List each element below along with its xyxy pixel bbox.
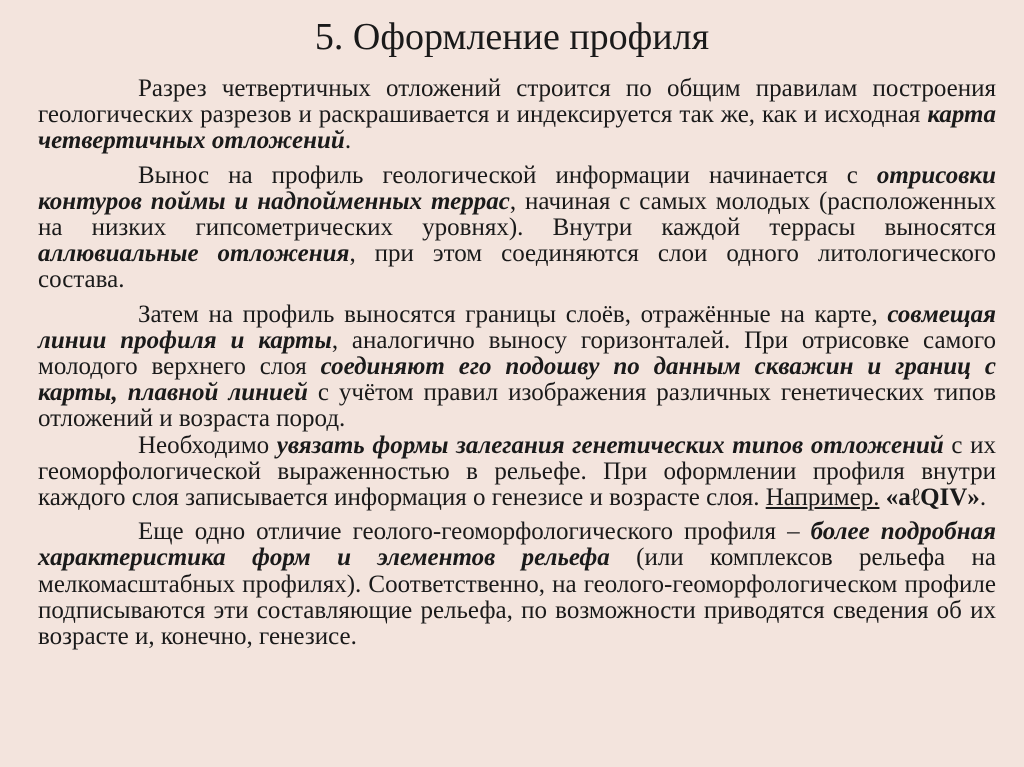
paragraph-3-text-2: , аналогично выносу горизонталей. При отрисовке самого молодого верхнего слоя (38, 326, 996, 381)
paragraph-1-text-2: . (344, 127, 352, 155)
paragraph-3-text-3: с учётом правил изображения различных генетических типов отложений и возраста пород. (38, 379, 996, 433)
paragraph-2-text-3: , при этом соединяются слои одного литологического состава. (38, 240, 996, 294)
paragraph-4 (38, 433, 996, 512)
paragraph-5-text-2: (или комплексов рельефа на мелкомасштабных профилях). Соответственно, на геолого-геоморфологическом профиле подписываются эти составляющие рельефа, по возможности приводятся сведения об их возрасте и, конечно, генезисе. (38, 544, 996, 651)
paragraph-2-emphasis-1: отрисовки контуров поймы и надпойменных террас (38, 161, 996, 215)
paragraph-2 (38, 163, 996, 294)
paragraph-4-text-1: Необходимо (138, 431, 277, 459)
paragraph-1-text-1: Разрез четвертичных отложений строится по общим правилам построения геологических разрезов и раскрашивается и индексируется так же, как и исходная (38, 75, 996, 129)
example-index: «aℓQIV» (885, 484, 980, 512)
paragraph-5 (38, 519, 996, 650)
paragraph-1 (38, 76, 996, 155)
paragraph-3 (38, 302, 996, 433)
paragraph-2-emphasis-2: аллювиальные отложения (38, 240, 350, 268)
slide-body (38, 76, 996, 650)
paragraph-2-text-1: Вынос на профиль геологической информации начинается с (138, 161, 877, 189)
paragraph-3-emphasis-1: совмещая линии профиля и карты (38, 300, 996, 354)
paragraph-4-emphasis-1: увязать формы залегания генетических типов отложений (276, 431, 944, 459)
paragraph-4-text-4: . (979, 484, 987, 512)
bottom-band (0, 731, 1024, 767)
paragraph-3-text-1: Затем на профиль выносятся границы слоёв, отражённые на карте, (138, 300, 888, 328)
paragraph-5-text-1: Еще одно отличие геолого-геоморфологического профиля – (138, 518, 811, 546)
example-link: Например. (765, 484, 880, 512)
paragraph-5-emphasis-1: более подробная характеристика форм и элементов рельефа (38, 518, 996, 572)
paragraph-1-emphasis-1: карта четвертичных отложений (38, 101, 996, 155)
paragraph-3-emphasis-2: соединяют его подошву по данным скважин и границ с карты, плавной линией (38, 353, 996, 407)
paragraph-2-text-2: , начиная с самых молодых (расположенных на низких гипсометрических уровнях). Внутри каждой террасы выносятся (38, 187, 996, 242)
slide-title: 5. Оформление профиля (314, 16, 710, 58)
paragraph-4-text-2: с их геоморфологической выраженностью в рельефе. При оформлении профиля внутри каждого слоя записывается информация о генезисе и возрасте слоя. (38, 431, 996, 512)
